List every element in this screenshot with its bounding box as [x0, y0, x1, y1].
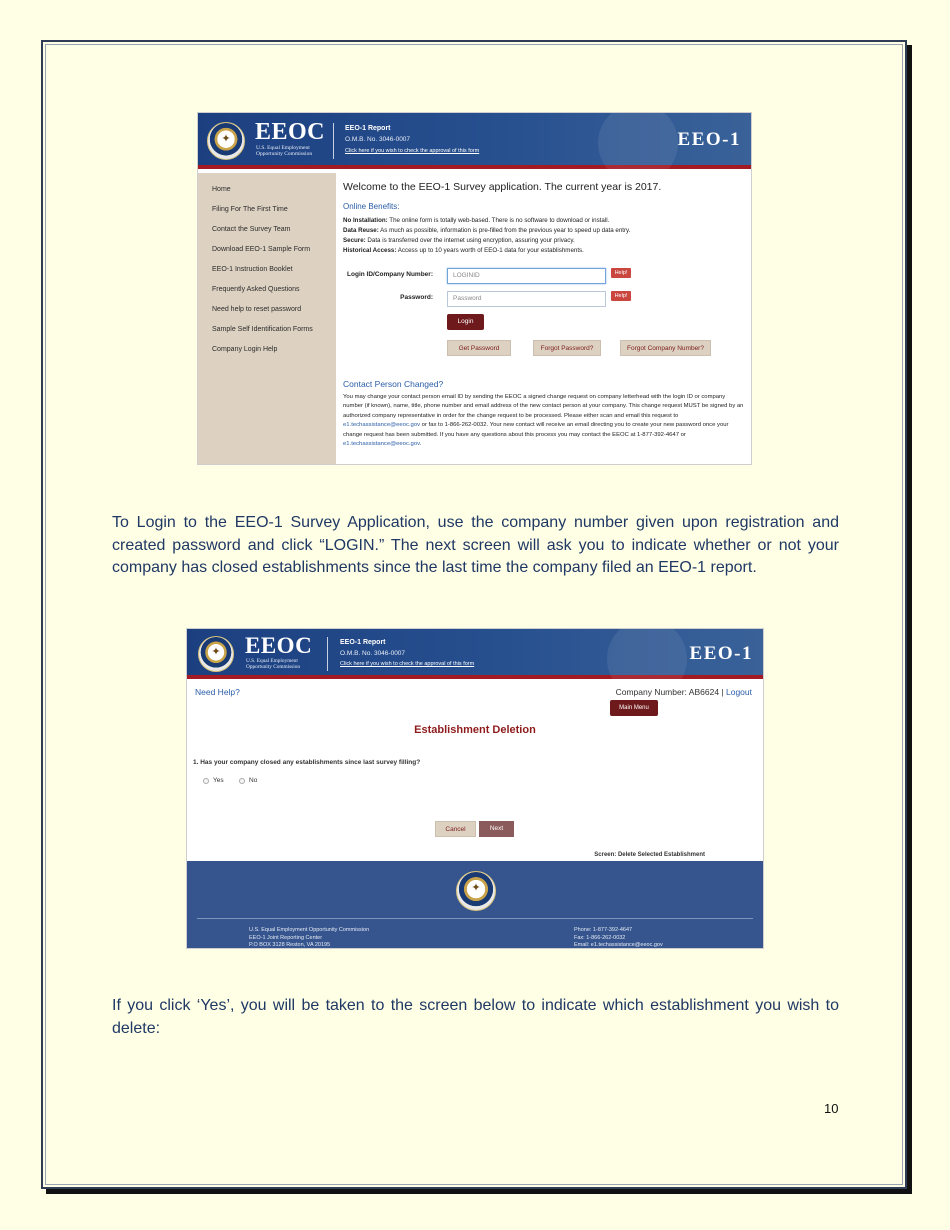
eeoc-logo: EEOC	[255, 119, 326, 145]
benefit-term: Historical Access:	[343, 247, 397, 254]
approval-link[interactable]: Click here if you wish to check the approval of this form	[345, 148, 480, 154]
footer-divider	[197, 918, 753, 919]
footer-line: Email: e1.techassistance@eeoc.gov	[574, 942, 663, 948]
logo-sub-line: Opportunity Commission	[256, 150, 313, 157]
password-input[interactable]: Password	[447, 291, 606, 307]
instruction-paragraph-yes: If you click ‘Yes’, you will be taken to the screen below to indicate which establishment you wish to delete:	[112, 997, 839, 1037]
benefit-text: Access up to 10 years worth of EEO-1 data for your establishments.	[396, 247, 584, 254]
eeoc-logo: EEOC	[245, 633, 313, 658]
contact-email-link[interactable]: e1.techassistance@eeoc.gov	[343, 422, 421, 429]
footer-line: Phone: 1-877-392-4647	[574, 927, 633, 933]
footer-line: P.O BOX 3128 Reston, VA 20195	[249, 942, 331, 948]
sidebar-item-home[interactable]: Home	[212, 186, 231, 193]
company-number-bar	[616, 687, 752, 697]
footer-line: Fax: 1-866-262-0032	[574, 934, 626, 941]
login-help-button[interactable]: Help!	[611, 268, 631, 278]
benefit-text: The online form is totally web-based. There is no software to download or install.	[387, 217, 610, 224]
page-title: Establishment Deletion	[414, 724, 536, 736]
logo-sub-line: U.S. Equal Employment	[246, 658, 298, 664]
eeoc-seal-icon	[198, 636, 234, 672]
sidebar-item-reset-password[interactable]: Need help to reset password	[212, 306, 302, 313]
footer-line: U.S. Equal Employment Opportunity Commission	[249, 927, 370, 933]
sidebar-item-contact[interactable]: Contact the Survey Team	[212, 226, 291, 233]
radio-circle-icon	[239, 778, 245, 784]
contact-text: .	[419, 441, 422, 448]
header-divider	[327, 637, 328, 671]
logo-sub-line: Opportunity Commission	[246, 663, 301, 670]
next-button[interactable]: Next	[479, 821, 514, 837]
eeo1-brand: EEO-1	[677, 129, 741, 150]
footer-line: EEO-1 Joint Reporting Center	[249, 934, 323, 941]
login-id-input[interactable]: LOGINID	[447, 268, 606, 284]
eeoc-logo-subtitle	[246, 659, 300, 670]
login-screenshot	[197, 112, 752, 465]
report-title: EEO-1 Report	[340, 639, 386, 646]
radio-yes[interactable]	[203, 777, 224, 784]
benefit-term: Data Reuse:	[343, 227, 379, 234]
benefit-text: As much as possible, information is pre-filled from the previous year to speed up data entry.	[378, 227, 631, 234]
benefit-text: Data is transferred over the internet using encryption, assuring your privacy.	[365, 237, 575, 244]
eeoc-logo-subtitle	[256, 146, 312, 158]
sidebar-item-login-help[interactable]: Company Login Help	[212, 346, 278, 353]
benefit-item	[343, 216, 630, 226]
closed-establishments-question: 1. Has your company closed any establishments since last survey filling?	[193, 759, 421, 766]
cancel-button[interactable]: Cancel	[435, 821, 476, 837]
company-number: Company Number: AB6624	[615, 687, 720, 697]
logo-sub-line: U.S. Equal Employment	[256, 145, 310, 151]
sidebar-item-sample-form[interactable]: Download EEO-1 Sample Form	[212, 246, 311, 253]
sidebar	[198, 173, 336, 464]
footer	[187, 861, 763, 948]
footer-seal-icon	[456, 871, 496, 911]
screen-label: Screen: Delete Selected Establishment	[594, 852, 705, 858]
omb-number: O.M.B. No. 3046-0007	[340, 650, 406, 657]
benefit-item	[343, 236, 630, 246]
sidebar-item-faq[interactable]: Frequently Asked Questions	[212, 286, 300, 293]
separator: |	[719, 687, 726, 697]
login-button[interactable]: Login	[447, 314, 484, 330]
instruction-paragraph-login: To Login to the EEO-1 Survey Application, use the company number given upon registration and created password and click “LOGIN.” The next screen will ask you to indicate whether or not your company has closed establishments since the last time the company filed an EEO-1 report.	[112, 514, 839, 577]
benefit-term: Secure:	[343, 237, 366, 244]
establishment-deletion-screenshot	[186, 628, 764, 949]
sidebar-item-booklet[interactable]: EEO-1 Instruction Booklet	[212, 266, 293, 273]
omb-number: O.M.B. No. 3046-0007	[345, 136, 411, 143]
benefit-item	[343, 226, 630, 236]
online-benefits-title: Online Benefits:	[343, 202, 400, 211]
benefit-item	[343, 246, 630, 256]
forgot-password-button[interactable]: Forgot Password?	[533, 340, 601, 356]
logout-link[interactable]: Logout	[726, 687, 752, 697]
contact-person-text	[343, 393, 745, 449]
sidebar-item-first-time[interactable]: Filing For The First Time	[212, 206, 288, 213]
radio-no[interactable]	[239, 777, 257, 784]
get-password-button[interactable]: Get Password	[447, 340, 511, 356]
forgot-company-number-button[interactable]: Forgot Company Number?	[620, 340, 711, 356]
header-divider	[333, 123, 334, 159]
contact-text: You may change your contact person email ID by sending the EEOC a signed change request on company letterhead with the login ID or company number (if known), name, title, phone number and email address of the new contact person at your company. This change request MUST be signed by an authorized company representative in order for the change request to be processed. Please either scan and email this request to	[343, 394, 744, 419]
report-title: EEO-1 Report	[345, 125, 391, 132]
footer-address	[249, 927, 369, 949]
need-help-link[interactable]: Need Help?	[195, 687, 240, 697]
eeo1-brand: EEO-1	[689, 643, 753, 664]
eeoc-header	[187, 629, 763, 679]
page-number: 10	[824, 1101, 839, 1116]
password-help-button[interactable]: Help!	[611, 291, 631, 301]
contact-email-link[interactable]: e1.techassistance@eeoc.gov	[343, 441, 420, 448]
main-menu-button[interactable]: Main Menu	[610, 700, 658, 716]
benefit-term: No Installation:	[343, 217, 388, 224]
password-label: Password:	[400, 294, 433, 301]
radio-yes-label: Yes	[213, 777, 224, 784]
footer-contact	[574, 927, 663, 949]
main-content	[343, 173, 745, 464]
login-id-label: Login ID/Company Number:	[347, 271, 433, 278]
welcome-heading: Welcome to the EEO-1 Survey application. The current year is 2017.	[343, 181, 662, 193]
benefits-list	[343, 216, 630, 256]
radio-no-label: No	[249, 777, 258, 784]
eeoc-seal-icon	[207, 122, 245, 160]
sidebar-item-self-id-forms[interactable]: Sample Self Identification Forms	[212, 326, 313, 333]
eeoc-header	[198, 113, 751, 169]
contact-text: or fax to 1-866-262-0032. Your new contact will receive an email directing you to create your new password once your change request has been submitted. If you have any questions about this process you may contact the EEOC at 1-877-392-4647 or	[343, 422, 729, 438]
radio-circle-icon	[203, 778, 209, 784]
contact-person-heading: Contact Person Changed?	[343, 379, 444, 389]
approval-link[interactable]: Click here if you wish to check the approval of this form	[340, 661, 475, 667]
